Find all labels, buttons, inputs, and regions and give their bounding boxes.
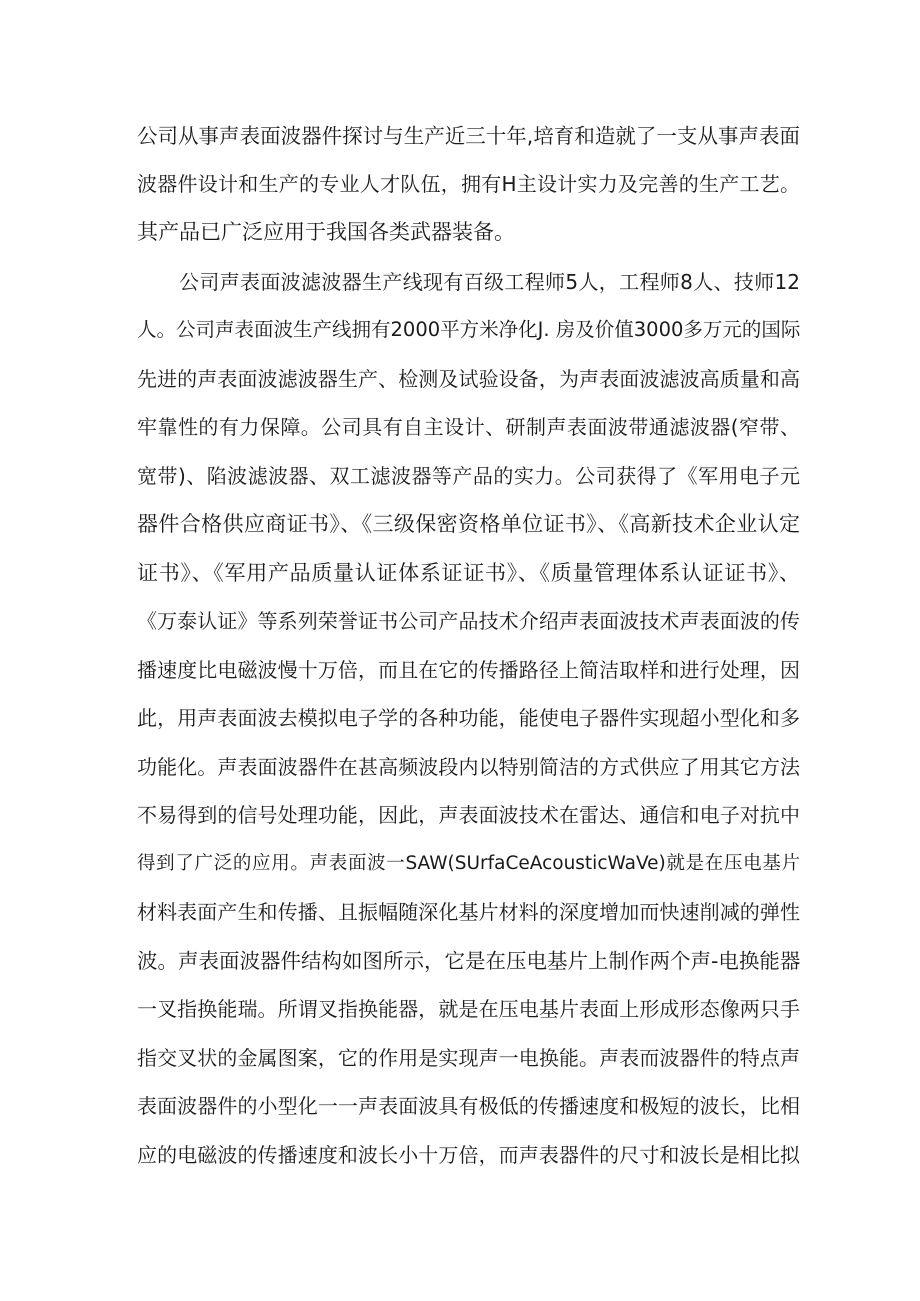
text-line: 此，用声表面波去模拟电子学的各种功能，能使电子器件实现超小型化和多 bbox=[137, 706, 800, 730]
text-line: 证书》、《军用产品质量认证体系证证书》、《质量管理体系认证证书》、 bbox=[137, 561, 800, 585]
text-line: 《万泰认证》等系列荣誉证书公司产品技术介绍声表面波技术声表面波的传 bbox=[137, 609, 800, 633]
text-line: 得到了广泛的应用。声表面波一SAW(SUrfaCeAcousticWaVe)就是在压电基片 bbox=[137, 853, 800, 874]
text-line: 表面波器件的小型化一一声表面波具有极低的传播速度和极短的波长，比相 bbox=[137, 1094, 800, 1118]
text-line: 不易得到的信号处理功能，因此，声表面波技术在雷达、通信和电子对抗中 bbox=[137, 803, 800, 827]
text-line: 应的电磁波的传播速度和波长小十万倍，而声表器件的尺寸和波长是相比拟 bbox=[137, 1143, 800, 1167]
text-line: 播速度比电磁波慢十万倍，而且在它的传播路径上简洁取样和进行处理，因 bbox=[137, 658, 800, 682]
text-line: 器件合格供应商证书》、《三级保密资格单位证书》、《高新技术企业认定 bbox=[137, 512, 800, 536]
text-line: 牢靠性的有力保障。公司具有自主设计、研制声表面波带通滤波器(窄带、 bbox=[137, 415, 800, 439]
text-line: 波。声表面波器件结构如图所示，它是在压电基片上制作两个声-电换能器 bbox=[137, 949, 800, 973]
text-line: 波器件设计和生产的专业人才队伍，拥有H主设计实力及完善的生产工艺。 bbox=[137, 172, 800, 196]
text-line: 公司声表面波滤波器生产线现有百级工程师5人，工程师8人、技师12 bbox=[179, 270, 800, 294]
text-line: 功能化。声表面波器件在甚高频波段内以特别简洁的方式供应了用其它方法 bbox=[137, 755, 800, 779]
text-line: 一叉指换能瑞。所谓叉指换能器，就是在压电基片表面上形成形态像两只手 bbox=[137, 997, 800, 1021]
text-line: 指交叉状的金属图案，它的作用是实现声一电换能。声表而波器件的特点声 bbox=[137, 1046, 800, 1070]
text-line: 人。公司声表面波生产线拥有2000平方米净化J. 房及价值3000多万元的国际 bbox=[137, 318, 800, 341]
text-line: 公司从事声表面波器件探讨与生产近三十年,培育和造就了一支从事声表面 bbox=[137, 124, 800, 148]
text-line: 先进的声表面波滤波器生产、检测及试验设备，为声表面波滤波高质量和高 bbox=[137, 367, 800, 391]
text-line: 宽带)、陷波滤波器、双工滤波器等产品的实力。公司获得了《军用电子元 bbox=[137, 464, 800, 488]
text-line: 其产品已广泛应用于我国各类武器装备。 bbox=[137, 220, 515, 244]
text-line: 材料表面产生和传播、且振幅随深化基片材料的深度增加而快速削减的弹性 bbox=[137, 900, 800, 924]
